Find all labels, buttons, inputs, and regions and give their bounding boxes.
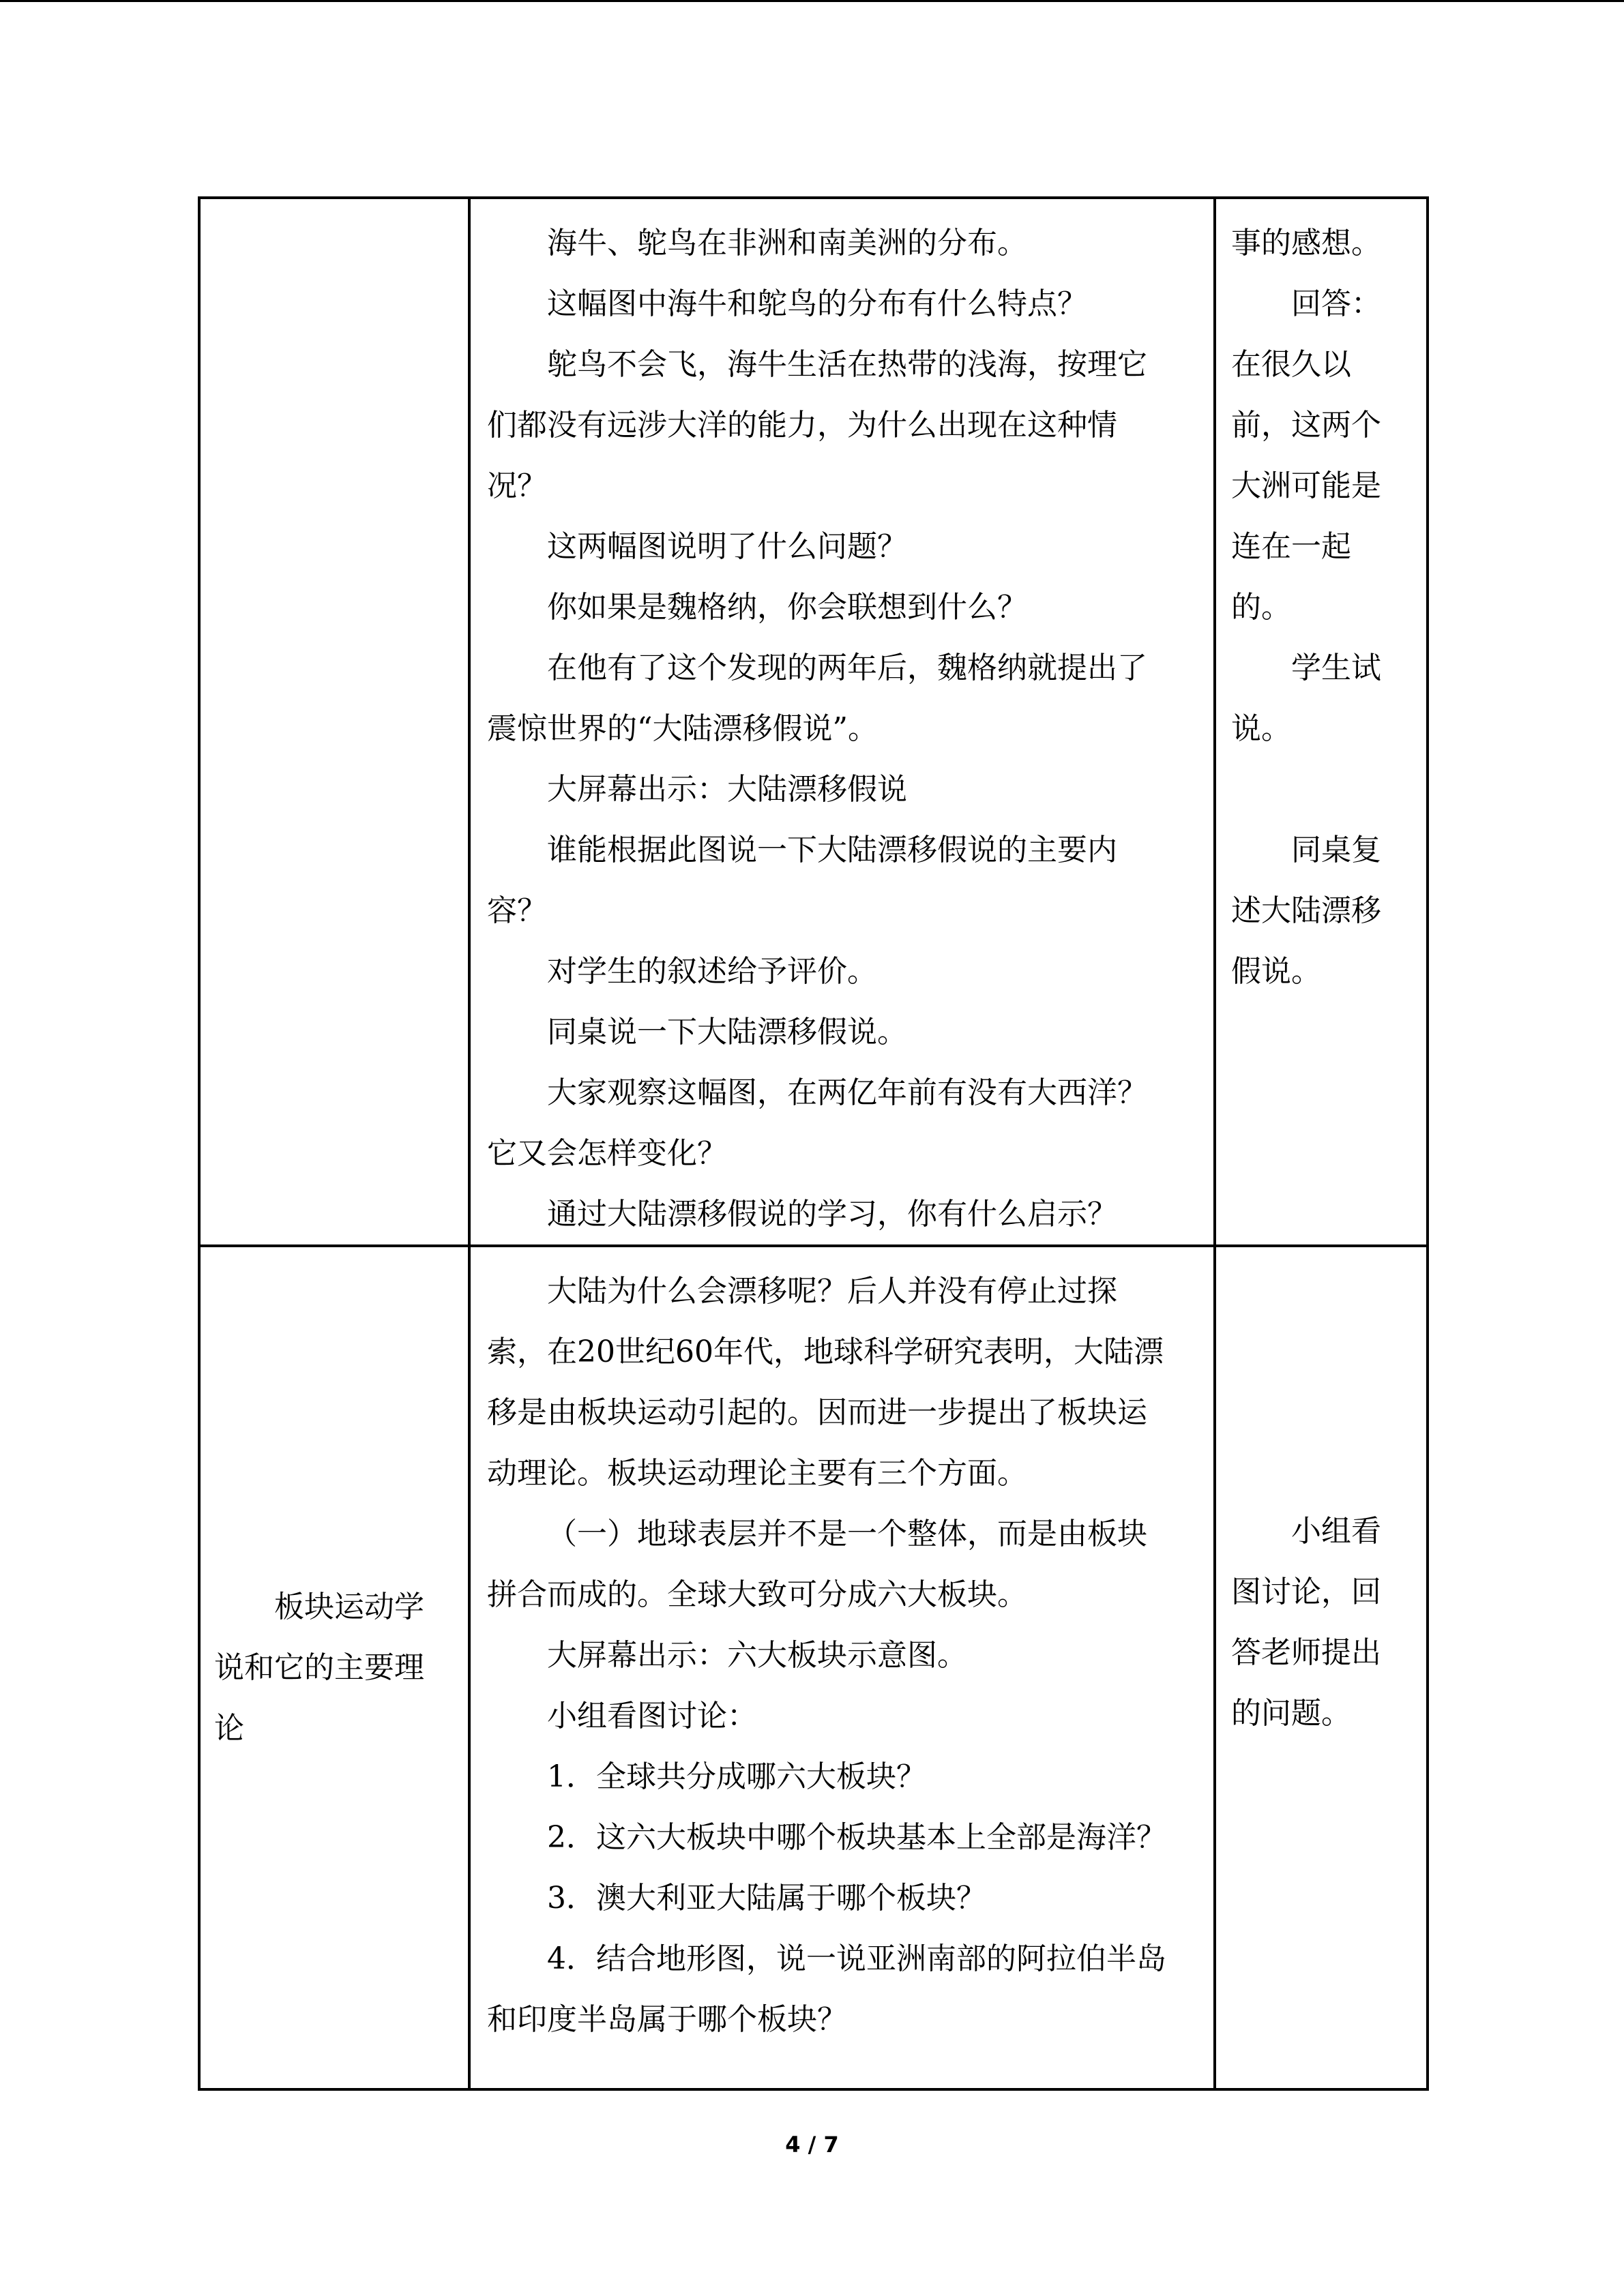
stage-label: 板块运动学说和它的主要理论 — [214, 1590, 424, 1746]
student-activity-cell — [1215, 198, 1428, 1246]
spacer — [1231, 1261, 1410, 1501]
student-activity-cell — [1215, 1246, 1428, 2089]
page-number: 4 / 7 — [785, 2132, 839, 2158]
table-row — [199, 198, 1428, 1246]
teacher-paragraph: 4．结合地形图，说一说亚洲南部的阿拉伯半岛和印度半岛属于哪个板块？ — [487, 1941, 1166, 2037]
teacher-paragraph: 大屏幕出示：大陆漂移假说 — [547, 772, 907, 807]
teacher-paragraph: 这两幅图说明了什么问题？ — [547, 529, 907, 564]
student-text: 学生试说。 — [1231, 651, 1381, 746]
teacher-paragraph: 在他有了这个发现的两年后，魏格纳就提出了震惊世界的“大陆漂移假说”。 — [487, 651, 1147, 746]
stage-cell — [199, 198, 469, 1246]
student-text: 回答：在很久以前，这两个大洲可能是连在一起的。 — [1231, 286, 1381, 625]
teacher-paragraph: 2．这六大板块中哪个板块基本上全部是海洋？ — [547, 1820, 1166, 1855]
page-top-border — [0, 0, 1624, 2]
teacher-paragraph: 对学生的叙述给予评价。 — [547, 954, 877, 989]
student-text: 事的感想。 — [1231, 226, 1381, 260]
teacher-paragraph: 3．澳大利亚大陆属于哪个板块？ — [547, 1881, 986, 1915]
teacher-paragraph: 通过大陆漂移假说的学习，你有什么启示？ — [547, 1197, 1117, 1232]
teacher-paragraph: 小组看图讨论： — [547, 1699, 757, 1733]
teacher-paragraph: （一）地球表层并不是一个整体，而是由板块拼合而成的。全球大致可分成六大板块。 — [487, 1517, 1147, 1612]
student-text: 同桌复述大陆漂移假说。 — [1231, 833, 1381, 989]
teacher-paragraph: 海牛、鸵鸟在非洲和南美洲的分布。 — [547, 226, 1027, 260]
spacer — [1231, 759, 1410, 820]
table-row — [199, 1246, 1428, 2089]
teacher-paragraph: 同桌说一下大陆漂移假说。 — [547, 1015, 907, 1049]
teacher-activity-cell — [469, 1246, 1215, 2089]
teacher-paragraph: 谁能根据此图说一下大陆漂移假说的主要内容？ — [487, 833, 1117, 928]
teacher-paragraph: 大陆为什么会漂移呢？后人并没有停止过探索，在20世纪60年代，地球科学研究表明，大陆漂移是由板块运动引起的。因而进一步提出了板块运动理论。板块运动理论主要有三个方面。 — [487, 1274, 1164, 1491]
stage-cell — [199, 1246, 469, 2089]
teacher-paragraph: 这幅图中海牛和鸵鸟的分布有什么特点？ — [547, 286, 1087, 321]
teacher-paragraph: 鸵鸟不会飞，海牛生活在热带的浅海，按理它们都没有远涉大洋的能力，为什么出现在这种情况？ — [487, 347, 1147, 503]
teacher-activity-cell — [469, 198, 1215, 1246]
teacher-paragraph: 你如果是魏格纳，你会联想到什么？ — [547, 590, 1027, 625]
teacher-paragraph: 1．全球共分成哪六大板块？ — [547, 1759, 926, 1794]
lesson-plan-table — [198, 196, 1429, 2091]
teacher-paragraph: 大屏幕出示：六大板块示意图。 — [547, 1638, 967, 1673]
teacher-paragraph: 大家观察这幅图，在两亿年前有没有大西洋？它又会怎样变化？ — [487, 1075, 1147, 1171]
student-text: 小组看图讨论，回答老师提出的问题。 — [1231, 1514, 1381, 1731]
